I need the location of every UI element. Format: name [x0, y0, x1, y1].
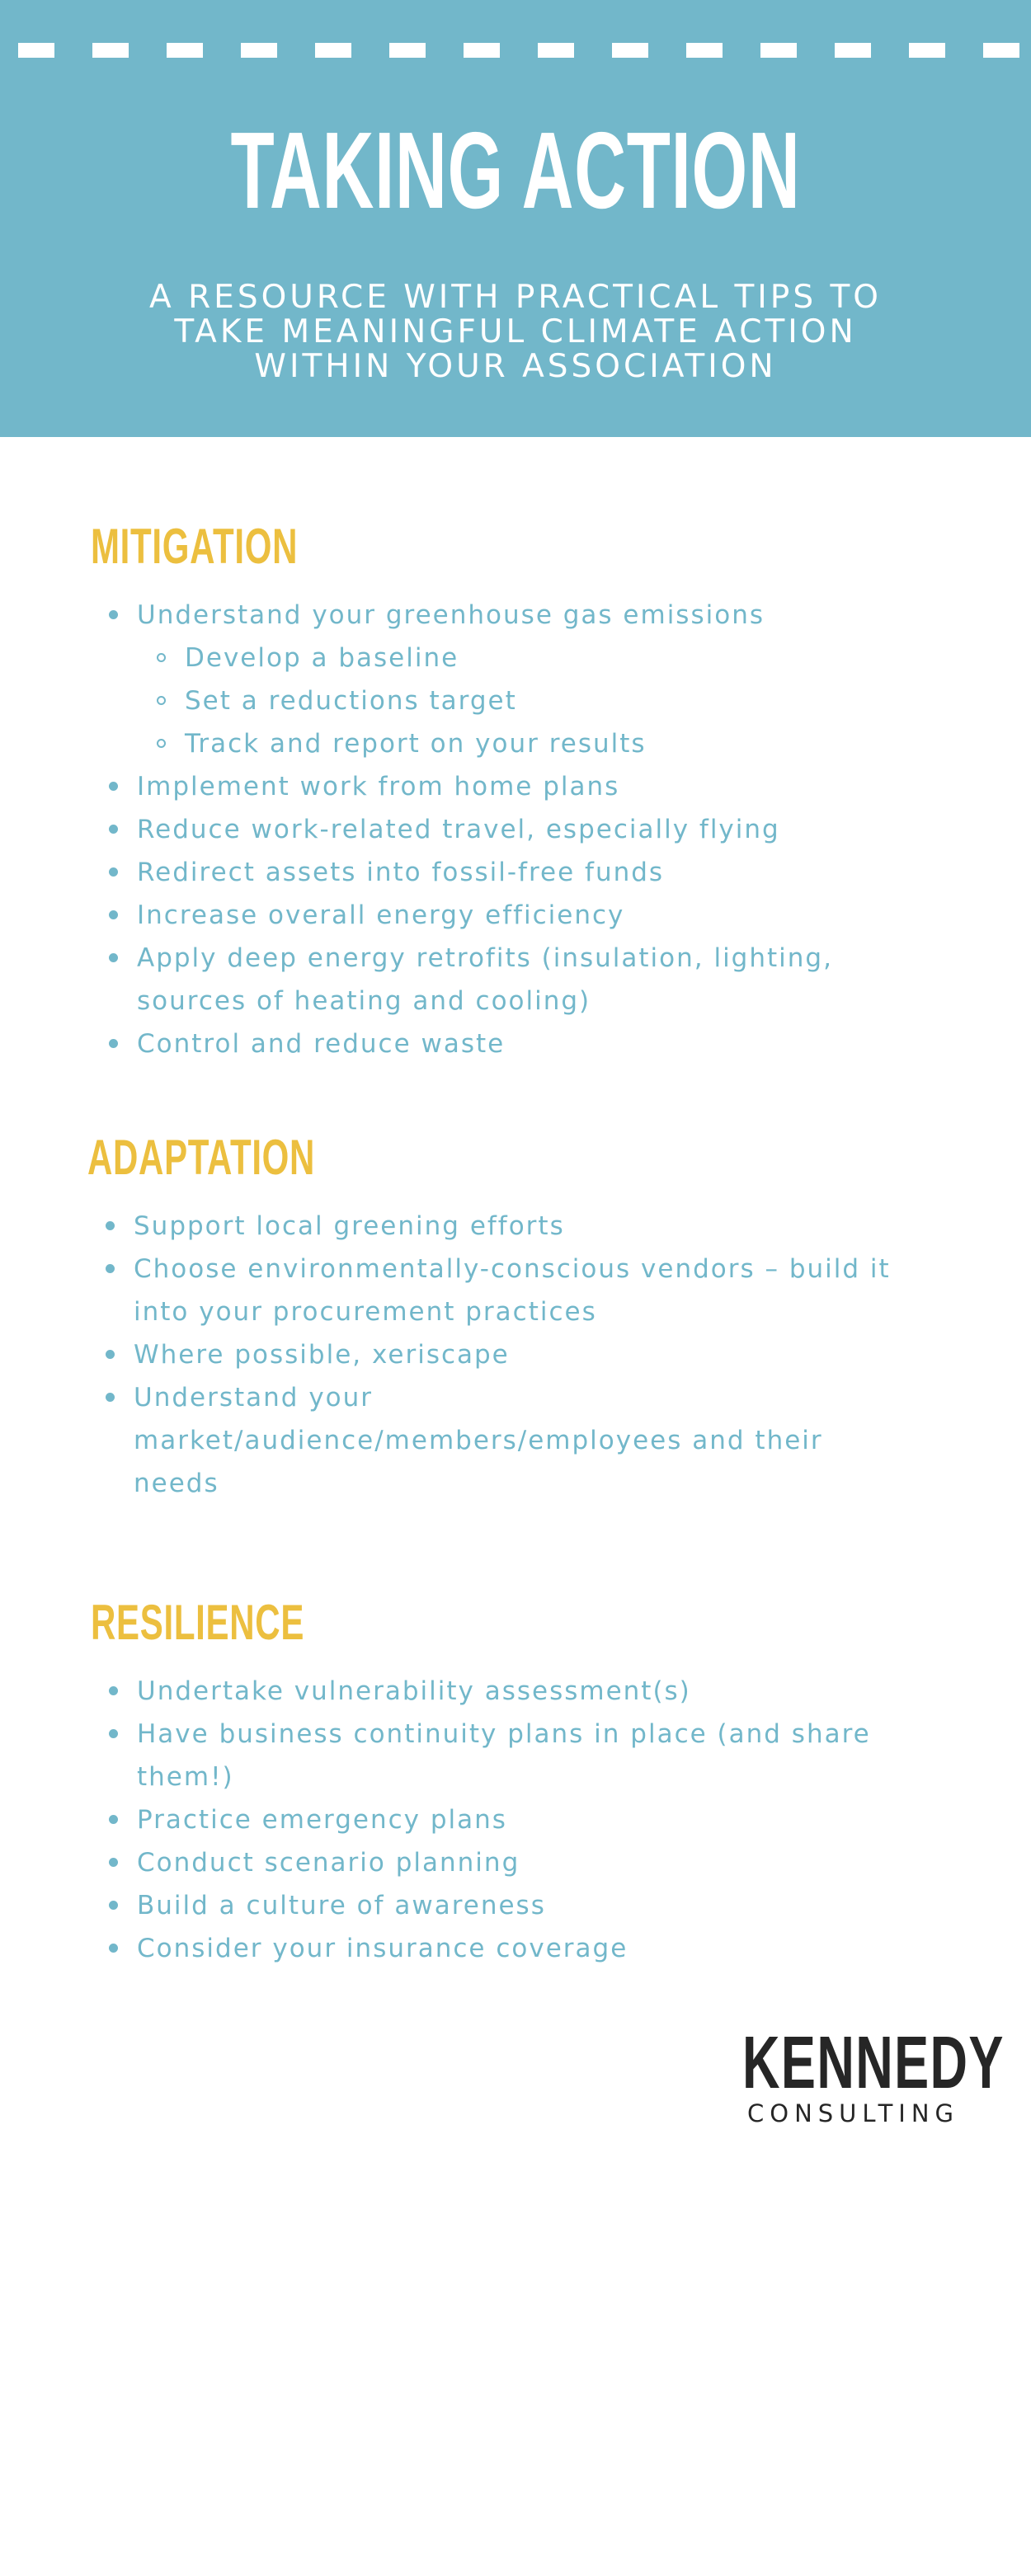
- list-item: Develop a baseline: [91, 637, 949, 679]
- list-item: Implement work from home plans: [91, 765, 949, 808]
- list-item: Track and report on your results: [91, 722, 949, 765]
- adaptation-list: [87, 1205, 949, 1505]
- bullet-icon: [106, 1221, 115, 1230]
- mitigation-list: [91, 594, 949, 1065]
- bullet-icon: [106, 1350, 115, 1359]
- bullet-icon: [109, 825, 118, 834]
- page-title: TAKING ACTION: [230, 110, 801, 231]
- bullet-icon: [109, 1944, 118, 1953]
- list-item-continuation: sources of heating and cooling): [137, 986, 591, 1016]
- list-item: Control and reduce waste: [91, 1022, 949, 1065]
- header-banner: [0, 0, 1031, 437]
- list-item: Practice emergency plans: [91, 1798, 949, 1841]
- list-item: Conduct scenario planning: [91, 1841, 949, 1884]
- mitigation-title: MITIGATION: [91, 519, 299, 574]
- bullet-icon: [106, 1264, 115, 1273]
- bullet-icon: [109, 1815, 118, 1824]
- resilience-title: RESILIENCE: [91, 1595, 305, 1650]
- resilience-list: [91, 1670, 949, 1970]
- list-item: Where possible, xeriscape: [87, 1333, 949, 1376]
- bullet-icon: [109, 910, 118, 919]
- list-item: Undertake vulnerability assessment(s): [91, 1670, 949, 1713]
- list-item: Redirect assets into fossil-free funds: [91, 851, 949, 894]
- list-item: Understand your: [87, 1376, 949, 1419]
- list-item: Apply deep energy retrofits (insulation, lighting,: [91, 937, 949, 980]
- list-item: Build a culture of awareness: [91, 1884, 949, 1927]
- list-item: Choose environmentally-conscious vendors – build it: [87, 1248, 949, 1290]
- list-item: Understand your greenhouse gas emissions: [91, 594, 949, 637]
- bullet-icon: [109, 610, 118, 619]
- bullet-icon: [109, 782, 118, 791]
- list-item: Reduce work-related travel, especially flying: [91, 808, 949, 851]
- logo-tagline: CONSULTING: [747, 2099, 959, 2127]
- list-item: Have business continuity plans in place (and share: [91, 1713, 949, 1756]
- list-item: Consider your insurance coverage: [91, 1927, 949, 1970]
- bullet-icon: [109, 1729, 118, 1738]
- bullet-icon: [109, 1858, 118, 1867]
- adaptation-title: ADAPTATION: [87, 1130, 316, 1185]
- bullet-icon: [109, 867, 118, 877]
- circle-bullet-icon: [157, 739, 166, 748]
- page-subtitle: A RESOURCE WITH PRACTICAL TIPS TO TAKE MEANINGFUL CLIMATE ACTION WITHIN YOUR ASSOCIATION: [149, 279, 882, 385]
- list-item: Support local greening efforts: [87, 1205, 949, 1248]
- circle-bullet-icon: [157, 696, 166, 705]
- list-item-continuation: them!): [137, 1762, 234, 1792]
- list-item: Increase overall energy efficiency: [91, 894, 949, 937]
- circle-bullet-icon: [157, 653, 166, 662]
- list-item-continuation: into your procurement practices: [134, 1297, 597, 1327]
- list-item-continuation: market/audience/members/employees and their: [134, 1426, 823, 1455]
- logo-name: KENNEDY: [742, 2022, 1005, 2104]
- bullet-icon: [109, 1686, 118, 1695]
- list-item-continuation: needs: [134, 1469, 219, 1498]
- bullet-icon: [109, 1039, 118, 1048]
- bullet-icon: [109, 1901, 118, 1910]
- bullet-icon: [106, 1393, 115, 1402]
- bullet-icon: [109, 953, 118, 962]
- dashed-border: [0, 43, 1031, 58]
- list-item: Set a reductions target: [91, 679, 949, 722]
